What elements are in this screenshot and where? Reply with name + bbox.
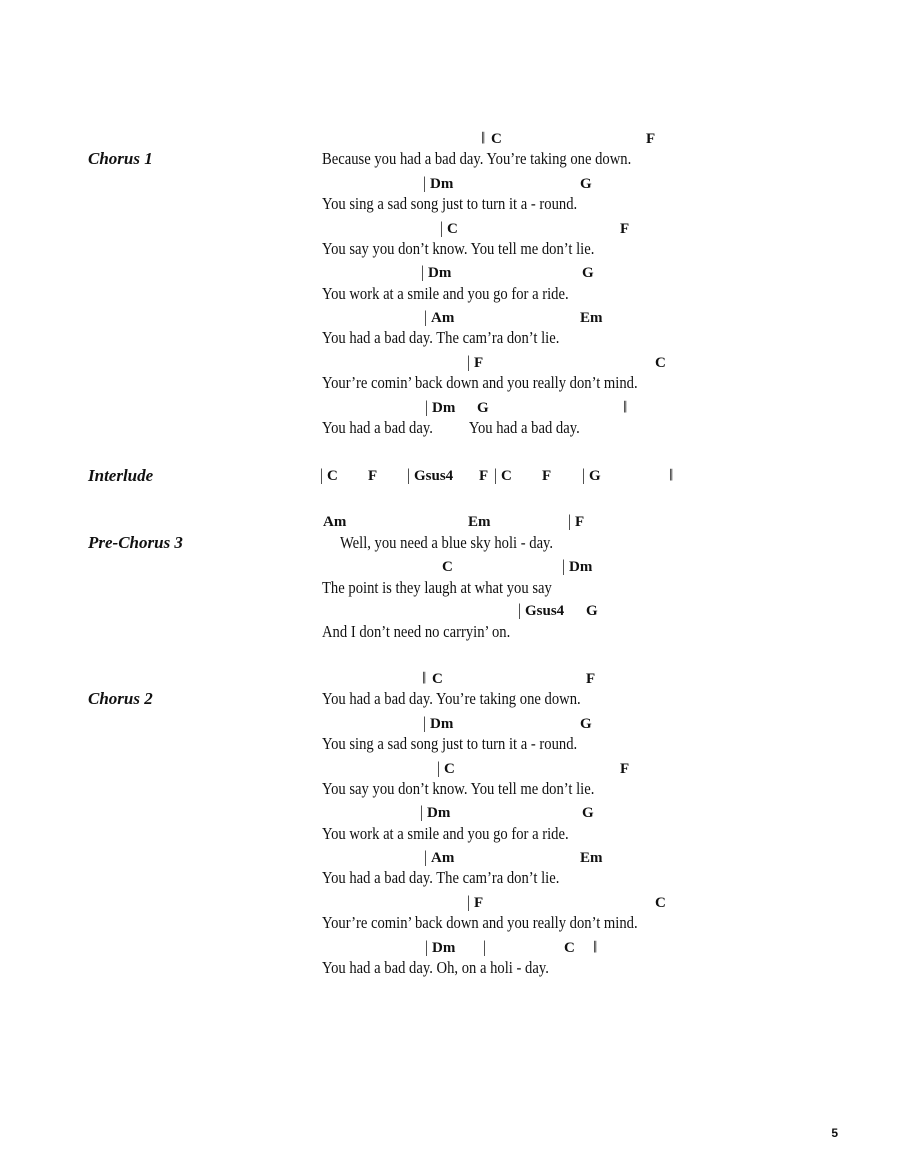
chord-row [0,130,900,150]
chord: Dm [430,716,454,732]
chord: C [442,559,453,575]
chord-row [0,513,900,533]
page-number: 5 [831,1126,838,1140]
barline: | [568,512,572,532]
chord: C [444,761,455,777]
chord-row [0,804,900,824]
chord-row [0,220,900,240]
chord: F [620,221,630,237]
section-label-interlude: Interlude [88,466,154,485]
chord-row [0,264,900,284]
lyric-line: You work at a smile and you go for a ride. [322,824,569,843]
barline: | [467,353,471,373]
double-barline: ‖ [669,466,674,486]
lyric-line: You had a bad day. Oh, on a holi - day. [322,958,549,977]
barline: | [562,557,566,577]
chord: Gsus4 [525,603,565,619]
chord: F [586,671,596,687]
chord-row [0,602,900,622]
chord: F [474,355,484,371]
barline: | [423,714,427,734]
chord-row [0,894,900,914]
chord: C [491,131,502,147]
chord: F [542,468,552,484]
chord: G [477,400,489,416]
chord: Em [580,310,603,326]
chord: Em [468,514,491,530]
chord: C [432,671,443,687]
chord: G [580,176,592,192]
chord: Dm [427,805,451,821]
double-barline: ‖ [593,938,598,958]
chord: F [620,761,630,777]
barline: | [320,466,324,486]
lyric-line: Your’re comin’ back down and you really don’t mind. [322,373,638,392]
chord: G [582,265,594,281]
barline: | [425,398,429,418]
chord: F [646,131,656,147]
chord: Am [323,514,347,530]
barline: | [582,466,586,486]
chord: Dm [428,265,452,281]
lyric-line: You say you don’t know. You tell me don’t lie. [322,239,595,258]
chord: Am [431,310,455,326]
chord-row [0,849,900,869]
barline: | [483,938,487,958]
chord: G [589,468,601,484]
barline: | [437,759,441,779]
barline: | [425,938,429,958]
chord: Em [580,850,603,866]
double-barline: ‖ [422,669,427,689]
chord: F [479,468,489,484]
chord: G [582,805,594,821]
barline: | [424,848,428,868]
chord: C [447,221,458,237]
chord: F [474,895,484,911]
section-label-pre-chorus-3: Pre-Chorus 3 [88,533,183,552]
lyric-line: You had a bad day. You had a bad day. [322,418,580,437]
lyric-line: You had a bad day. You’re taking one down. [322,689,581,708]
chord: C [655,895,666,911]
lyric-line: You had a bad day. The cam’ra don’t lie. [322,868,560,887]
lyric-line: The point is they laugh at what you say [322,578,552,597]
chord: G [586,603,598,619]
chord: Dm [569,559,593,575]
section-label-chorus-2: Chorus 2 [88,689,153,708]
barline: | [440,219,444,239]
barline: | [467,893,471,913]
lyric-line: Your’re comin’ back down and you really don’t mind. [322,913,638,932]
chord-row [0,670,900,690]
section-label-chorus-1: Chorus 1 [88,149,153,168]
lyric-line: You work at a smile and you go for a ride. [322,284,569,303]
chord: Dm [430,176,454,192]
barline: | [420,803,424,823]
lyric-line: Because you had a bad day. You’re taking one down. [322,149,632,168]
lyric-line: And I don’t need no carryin’ on. [322,622,511,641]
chord-row [0,309,900,329]
lyric-line: You sing a sad song just to turn it a - round. [322,734,578,753]
chord: F [368,468,378,484]
lyric-line: You say you don’t know. You tell me don’t lie. [322,779,595,798]
chord: C [501,468,512,484]
chord: C [655,355,666,371]
chord: Dm [432,400,456,416]
barline: | [423,174,427,194]
chord: F [575,514,585,530]
double-barline: ‖ [481,129,486,149]
lyric-line: Well, you need a blue sky holi - day. [322,533,554,552]
lyric-line: You sing a sad song just to turn it a - round. [322,194,578,213]
barline: | [421,263,425,283]
chord-row [0,175,900,195]
chord: G [580,716,592,732]
barline: | [424,308,428,328]
chord-row [0,715,900,735]
chord: Dm [432,940,456,956]
barline: | [494,466,498,486]
barline: | [407,466,411,486]
chord: Gsus4 [414,468,454,484]
chord-row-interlude [0,467,900,487]
chord: C [327,468,338,484]
chord-row [0,939,900,959]
lyric-line: You had a bad day. The cam’ra don’t lie. [322,328,560,347]
chord: C [564,940,575,956]
double-barline: ‖ [623,398,628,418]
chord-row [0,558,900,578]
chord-row [0,354,900,374]
chord-row [0,760,900,780]
barline: | [518,601,522,621]
chord: Am [431,850,455,866]
chord-row [0,399,900,419]
